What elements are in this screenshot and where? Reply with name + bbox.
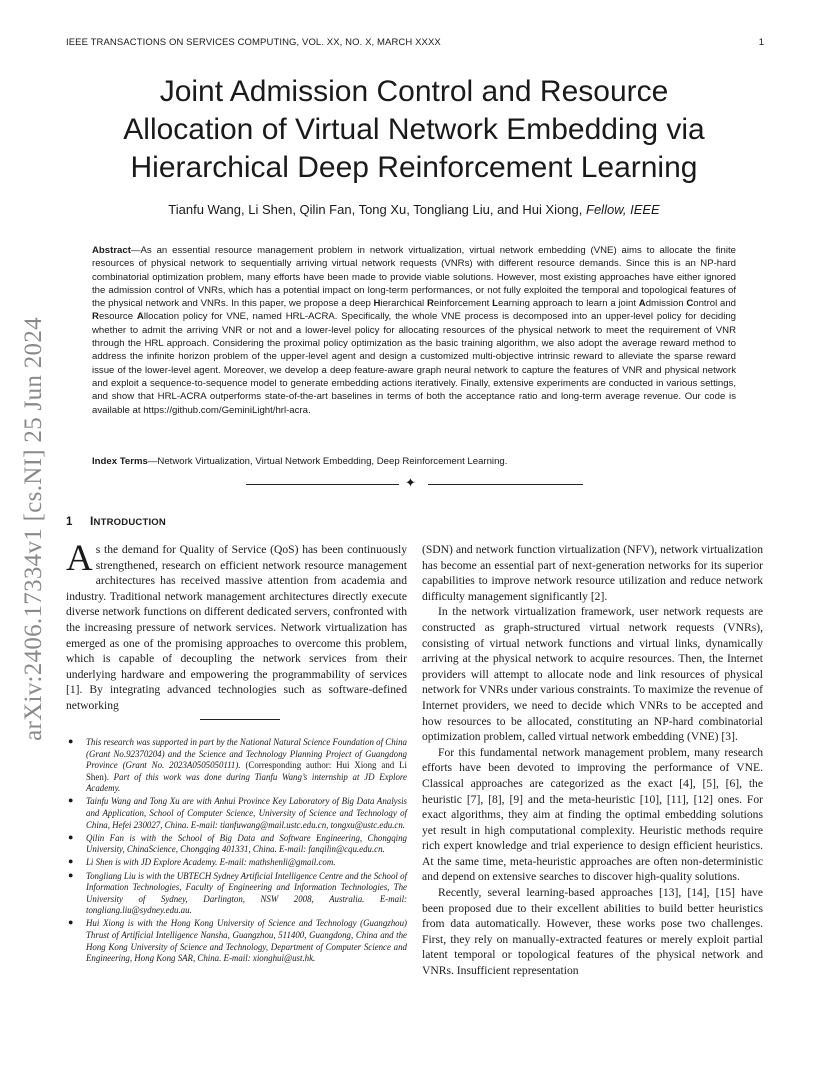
abstract <box>92 244 736 417</box>
title-line: Joint Admission Control and Resource <box>159 75 669 108</box>
acronym-letter: A <box>136 311 144 323</box>
footnote <box>66 857 407 869</box>
arxiv-identifier: arXiv:2406.17334v1 [cs.NI] 25 Jun 2024 <box>20 317 48 741</box>
index-terms <box>92 456 736 467</box>
abstract-text: dmission <box>645 298 687 310</box>
acronym-letter: R <box>92 311 99 323</box>
abstract-text: —As an essential resource management problem in network virtualization, virtual network embedding (VNE) aims to allocate the finite resources of physical network to sequentially arriving virtual network requests (VNRs) with different resource demands. Since this is an NP-hard combinatorial optimization problem, many efforts have been made to provide viable solutions. However, most existing approaches have either ignored the admission control of VNRs, which has a potential impact on long-term performances, or not fully exploited the temporal and topological features of the physical network and VNRs. In this paper, we propose a deep <box>92 245 736 310</box>
body-paragraph <box>66 538 407 714</box>
acronym-letter: R <box>426 298 434 310</box>
running-head: IEEE TRANSACTIONS ON SERVICES COMPUTING, VOL. XX, NO. X, MARCH XXXX <box>66 37 441 48</box>
right-column <box>422 542 763 979</box>
separator-rule-left <box>246 484 399 485</box>
bullet-icon: ● <box>68 869 74 880</box>
section-title-rest: NTRODUCTION <box>93 517 166 528</box>
bullet-icon: ● <box>68 917 74 928</box>
abstract-text: einforcement <box>433 298 493 310</box>
paper-title <box>66 73 762 187</box>
footnote <box>66 871 407 917</box>
abstract-text: ontrol and <box>693 298 737 310</box>
body-paragraph: (SDN) and network function virtualization (NFV), network virtualization has become an essential part of next-generation networks for its superior capabilities to improve network resource utilization and reduce network difficulty management significantly [2]. <box>422 543 763 603</box>
abstract-text: esource <box>98 311 137 323</box>
acronym-letter: H <box>373 298 381 310</box>
author-affix: Fellow, IEEE <box>586 202 660 217</box>
section-heading <box>66 514 166 528</box>
acronym-letter: L <box>492 298 498 310</box>
footnote-text: (Corresponding author: Hui Xiong and Li Shen). <box>86 760 407 782</box>
index-terms-text: —Network Virtualization, Virtual Network Embedding, Deep Reinforcement Learning. <box>147 456 508 467</box>
diamond-ornament-icon: ✦ <box>405 476 416 491</box>
index-terms-label: Index Terms <box>92 456 148 467</box>
footnote <box>66 737 407 795</box>
page-number: 1 <box>758 37 764 48</box>
author-names: Tianfu Wang, Li Shen, Qilin Fan, Tong Xu, Tongliang Liu, and Hui Xiong, <box>168 202 583 217</box>
footnote-text: Qilin Fan is with the School of Big Data and Software Engineering, Chongqing University, ChinaScience, Chongqing 401331, China. E-mail: fanqilin@cqu.edu.cn. <box>86 832 407 855</box>
arxiv-stamp <box>4 298 64 760</box>
footnote-text: Tongliang Liu is with the UBTECH Sydney Artificial Intelligence Centre and the School of Information Technologies, Faculty of Engineering and Information Technologies, The University of Sydney, Darlington, NSW 2008, Australia. E-mail: tongliang.liu@sydney.edu.au. <box>86 870 407 916</box>
footnote-rule <box>200 719 280 720</box>
abstract-label: Abstract <box>92 245 131 256</box>
footnote-text: Tainfu Wang and Tong Xu are with Anhui Province Key Laboratory of Big Data Analysis and Application, School of Computer Science, University of Science and Technology of China, Hefei 230027, China. E-mail: tianfuwang@mail.ustc.edu.cn, tongxu@ustc.edu.cn. <box>86 796 407 830</box>
body-paragraph: Recently, several learning-based approaches [13], [14], [15] have been proposed due to their excellent abilities to build better heuristics from data automatically. However, these works pose two challenges. First, they rely on manually-extracted features or merely exploit partial latent temporal or topological features of the physical network and VNRs. Insufficient representation <box>422 886 763 978</box>
bullet-icon: ● <box>68 736 74 746</box>
body-paragraph: In the network virtualization framework, user network requests are constructed as graph-structured virtual network requests (VNRs), consisting of virtual network functions and virtual links, dynamically arriving at the physical network to acquire resources. Then, the Internet providers will attempt to allocate node and link resources of physical network for VNRs under various constraints. To maximize the revenue of Internet providers, we need to decide which VNRs to be accepted and how resources to be allocated, constituting an NP-hard combinatorial optimization problem, called virtual network embedding (VNE) [3]. <box>422 605 764 744</box>
drop-cap: A <box>66 538 93 579</box>
body-paragraph: For this fundamental network management problem, many research efforts have been devoted to improving the performance of VNE. Classical approaches are categorized as the exact [4], [5], [6], the heuristic [7], [8], [9] and the meta-heuristic [10], [11], [12] ones. For exact algorithms, they aim at finding the optimal embedding solutions yet result in high computational complexity. Heuristic methods require rich expert knowledge and trial experience to design efficient heuristics. At the same time, meta-heuristic approaches are often non-deterministic and depend on extensive searches to discover high-quality solutions. <box>422 745 763 884</box>
separator-rule-right <box>428 484 583 485</box>
footnotes <box>66 737 407 966</box>
abstract-text: ierarchical <box>380 298 427 310</box>
abstract-text: earning approach to learn a joint <box>497 298 639 310</box>
title-line: Allocation of Virtual Network Embedding via <box>123 113 705 146</box>
section-number: 1 <box>66 516 73 528</box>
bullet-icon: ● <box>68 856 74 867</box>
footnote-text: Li Shen is with JD Explore Academy. E-mail: mathshenli@gmail.com. <box>86 857 336 868</box>
abstract-text: llocation policy for VNE, named HRL-ACRA. Specifically, the whole VNE process is decomposed into an upper-level policy for deciding whether to admit the arriving VNR or not and a lower-level policy for allocating resources of the physical network to meet the requirement of VNR through the HRL approach. Considering the proximal policy optimization as the basic training algorithm, we also adopt the average reward method to address the infinite horizon problem of the upper-level agent and design a customized multi-objective intrinsic reward to alleviate the sparse reward issue of the lower-level agent. Moreover, we develop a deep feature-aware graph neural network to capture the features of VNR and physical network and exploit a sequence-to-sequence model to generate embedding actions iteratively. Finally, extensive experiments are conducted in various settings, and show that HRL-ACRA outperforms state-of-the-art baselines in terms of both the acceptance ratio and long-term average revenue. Our code is available at https://github.com/GeminiLight/hrl-acra. <box>92 311 737 416</box>
footnote <box>66 918 407 964</box>
paragraph-text: s the demand for Quality of Service (QoS) has been continuously strengthened, research on efficient network resource management architectures has received massive attention from academia and industry. Traditional network management architectures directly execute diverse network functions on different dedicated servers, confronted with the increasing pressure of network services. Network virtualization has emerged as one of the promising approaches to overcome this problem, which is capable of decoupling the network services from their underlying hardware and empowering the programmability of services [1]. By integrating advanced technologies such as software-defined networking <box>66 543 407 712</box>
left-column <box>66 538 407 714</box>
acronym-letter: A <box>638 298 646 310</box>
footnote-text: This research was supported in part by the National Natural Science Foundation of China (Grant No.92370204) and the Science and Technology Planning Project of Guangdong Province (Grant No. 2023A0505050111). <box>86 737 407 771</box>
section-title-initial: I <box>90 514 94 528</box>
bullet-icon: ● <box>68 795 74 806</box>
bullet-icon: ● <box>68 831 74 842</box>
footnote <box>66 796 407 831</box>
footnote-text: Part of this work was done during Tianfu Wang’s internship at JD Explore Academy. <box>86 771 407 794</box>
title-line: Hierarchical Deep Reinforcement Learning <box>130 151 698 184</box>
footnote <box>66 833 407 856</box>
author-list <box>66 202 762 217</box>
acronym-letter: C <box>686 298 694 310</box>
footnote-text: Hui Xiong is with the Hong Kong University of Science and Technology (Guangzhou) Thrust of Artificial Intelligence Nansha, Guangzhou, 511400, Guangdong, China and the Hong Kong University of Science and Technology, Department of Computer Science and Engineering, Hong Kong SAR, China. E-mail: xionghui@ust.hk. <box>86 918 407 964</box>
